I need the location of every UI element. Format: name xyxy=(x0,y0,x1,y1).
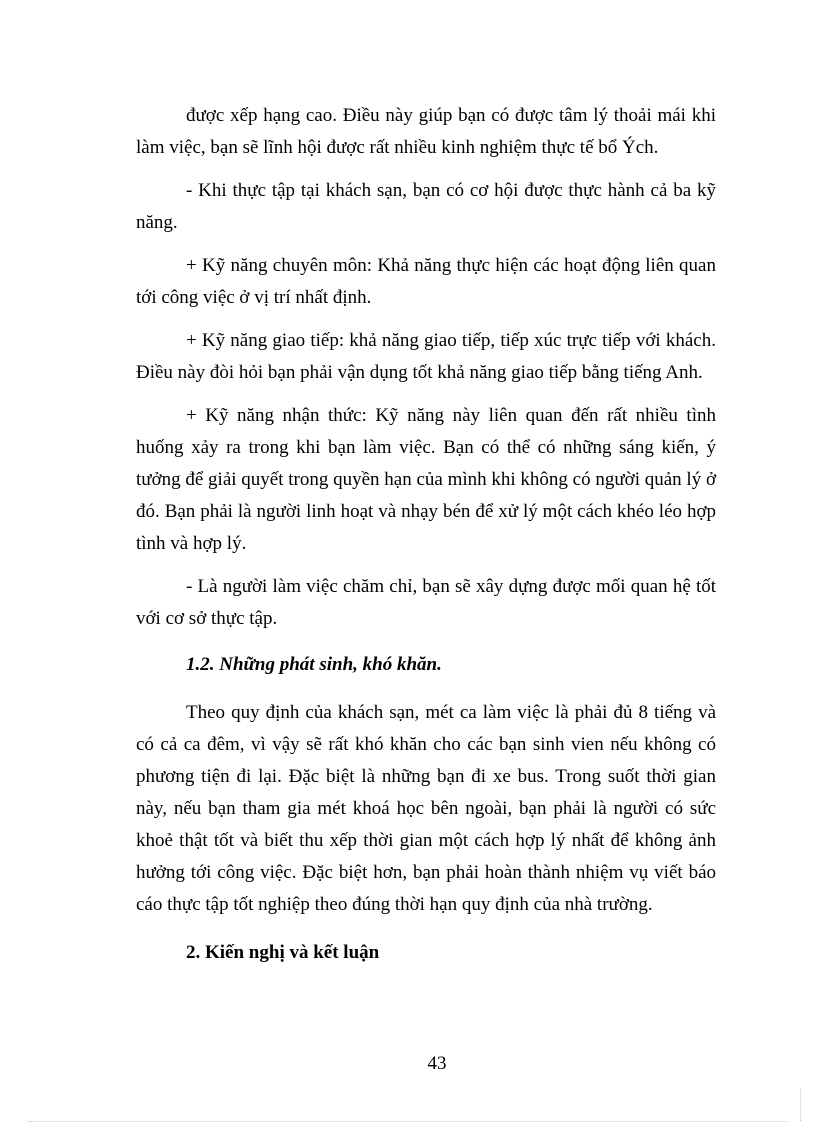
paragraph-professional-skill: + Kỹ năng chuyên môn: Khả năng thực hiện các hoạt động liên quan tới công việc ở vị trí nhất định. xyxy=(136,255,716,308)
page-number: 43 xyxy=(427,1053,447,1074)
page-corner-border xyxy=(800,1088,801,1121)
section-heading-recommendations: 2. Kiến nghị và kết luận xyxy=(186,942,380,963)
paragraph-difficulties: Theo quy định của khách sạn, mét ca làm việc là phải đủ 8 tiếng và có cả ca đêm, vì vậy sẽ rất khó khăn cho các bạn sinh vien nếu không có phương tiện đi lại. Đặc biệt là những bạn đi xe bus. Trong suốt thời gian này, nếu bạn tham gia mét khoá học bên ngoài, bạn phải là người có sức khoẻ thật tốt và biết thu xếp thời gian một cách hợp lý nhất để không ảnh hưởng tới công việc. Đặc biệt hơn, bạn phải hoàn thành nhiệm vụ viết báo cáo thực tập tốt nghiệp theo đúng thời hạn quy định của nhà trường. xyxy=(136,702,716,915)
page-bottom-border xyxy=(28,1121,788,1122)
page-body xyxy=(136,100,716,969)
paragraph-three-skills: - Khi thực tập tại khách sạn, bạn có cơ hội được thực hành cả ba kỹ năng. xyxy=(136,180,716,233)
section-heading-difficulties: 1.2. Những phát sinh, khó khăn. xyxy=(186,654,442,675)
paragraph-practical-experience: được xếp hạng cao. Điều này giúp bạn có được tâm lý thoải mái khi làm việc, bạn sẽ lĩnh hội được rất nhiều kinh nghiệm thực tế bổ Ých. xyxy=(136,105,716,158)
paragraph-hard-working: - Là người làm việc chăm chỉ, bạn sẽ xây dựng được mối quan hệ tốt với cơ sở thực tập. xyxy=(136,576,716,629)
paragraph-cognitive-skill: + Kỹ năng nhận thức: Kỹ năng này liên quan đến rất nhiều tình huống xảy ra trong khi bạn làm việc. Bạn có thể có những sáng kiến, ý tưởng để giải quyết trong quyền hạn của mình khi không có người quản lý ở đó. Bạn phải là người linh hoạt và nhạy bén để xử lý một cách khéo léo hợp tình và hợp lý. xyxy=(136,405,717,554)
paragraph-communication-skill: + Kỹ năng giao tiếp: khả năng giao tiếp, tiếp xúc trực tiếp với khách. Điều này đòi hỏi bạn phải vận dụng tốt khả năng giao tiếp bằng tiếng Anh. xyxy=(136,330,716,383)
